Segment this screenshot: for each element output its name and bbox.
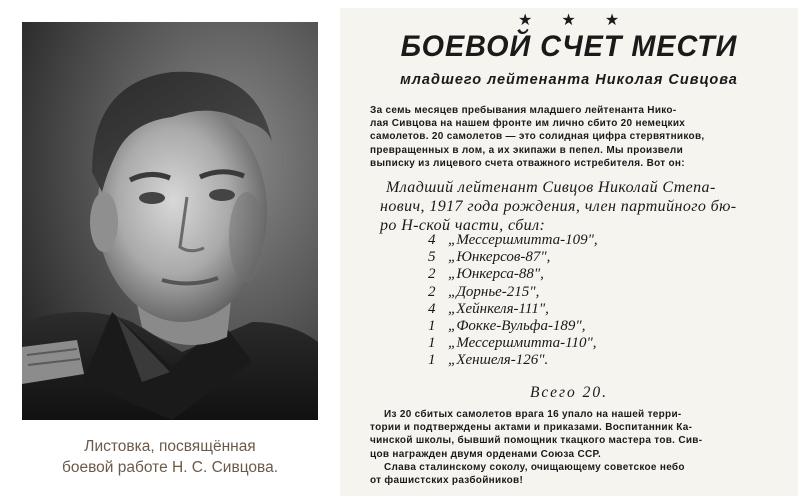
tally-count: 4: [428, 300, 436, 317]
tally-count: 1: [428, 352, 436, 369]
tally-count: 2: [428, 266, 436, 283]
tally-aircraft: „Юнкерсов-87",: [448, 249, 551, 266]
tally-row: [428, 266, 758, 283]
tally-count: 5: [428, 249, 436, 266]
tally-row: [428, 301, 758, 318]
article-title: БОЕВОЙ СЧЕТ МЕСТИ: [400, 30, 738, 63]
tally-count: 4: [428, 232, 436, 248]
intro-line: самолетов. 20 самолетов — это солидная цифра стервятников,: [370, 131, 705, 143]
outro-line: тории и подтверждены актами и приказами. Воспитанник Ка-: [370, 422, 693, 434]
tally-aircraft: „Дорнье-215",: [448, 283, 540, 300]
record-line: нович, 1917 года рождения, член партийного бю-: [380, 198, 737, 215]
tally-aircraft: „Фокке-Вульфа-189",: [448, 318, 586, 335]
total-line: Всего 20.: [529, 384, 609, 401]
tally-count: 1: [428, 335, 436, 352]
tally-aircraft: „Мессершмитта-109",: [448, 232, 598, 248]
article-intro: [370, 104, 796, 170]
tally-row: [428, 352, 758, 369]
tally-row: [428, 249, 758, 266]
outro-line: от фашистских разбойников!: [370, 475, 524, 487]
portrait-photo: [22, 22, 318, 420]
kill-tally-list: [428, 232, 758, 370]
tally-row: [428, 284, 758, 301]
outro-line: Из 20 сбитых самолетов врага 16 упало на нашей терри-: [384, 409, 682, 420]
tally-aircraft: „Юнкерса-88",: [448, 266, 544, 283]
record-line: Младший лейтенант Сивцов Николай Степа-: [386, 179, 716, 196]
caption-line: боевой работе Н. С. Сивцова.: [61, 459, 279, 476]
tally-aircraft: „Хеншеля-126".: [448, 352, 549, 369]
article-subtitle: младшего лейтенанта Николая Сивцова: [400, 72, 738, 88]
photo-caption: [22, 436, 318, 478]
stars-ornament: ★ ★ ★: [518, 10, 632, 29]
outro-line: чинской школы, бывший помощник ткацкого мастера тов. Сив-: [370, 435, 703, 447]
tally-row: [428, 335, 758, 352]
tally-aircraft: „Хейнкеля-111",: [448, 300, 549, 317]
caption-line: Листовка, посвящённая: [84, 438, 256, 455]
intro-line: превращенных в лом, а их экипажи в пепел. Мы произвели: [370, 144, 684, 156]
intro-line: За семь месяцев пребывания младшего лейтенанта Нико-: [370, 105, 677, 116]
tally-count: 2: [428, 283, 436, 300]
tally-aircraft: „Мессершмитта-110",: [448, 335, 597, 352]
outro-line: Слава сталинскому соколу, очищающему советское небо: [384, 461, 685, 473]
record-line: ро Н-ской части, сбил:: [380, 217, 546, 234]
portrait-drawing: [22, 22, 318, 420]
tally-count: 1: [428, 318, 436, 335]
newspaper-clipping: [340, 8, 798, 496]
tally-row: [428, 232, 758, 249]
tally-row: [428, 318, 758, 335]
service-record: [380, 178, 798, 235]
intro-line: выписку из лицевого счета отважного истребителя. Вот он:: [370, 157, 685, 169]
outro-line: цов награжден двумя орденами Союза ССР.: [370, 448, 602, 460]
intro-line: лая Сивцова на нашем фронте им лично сбито 20 немецких: [370, 118, 686, 130]
article-outro: [370, 408, 796, 487]
